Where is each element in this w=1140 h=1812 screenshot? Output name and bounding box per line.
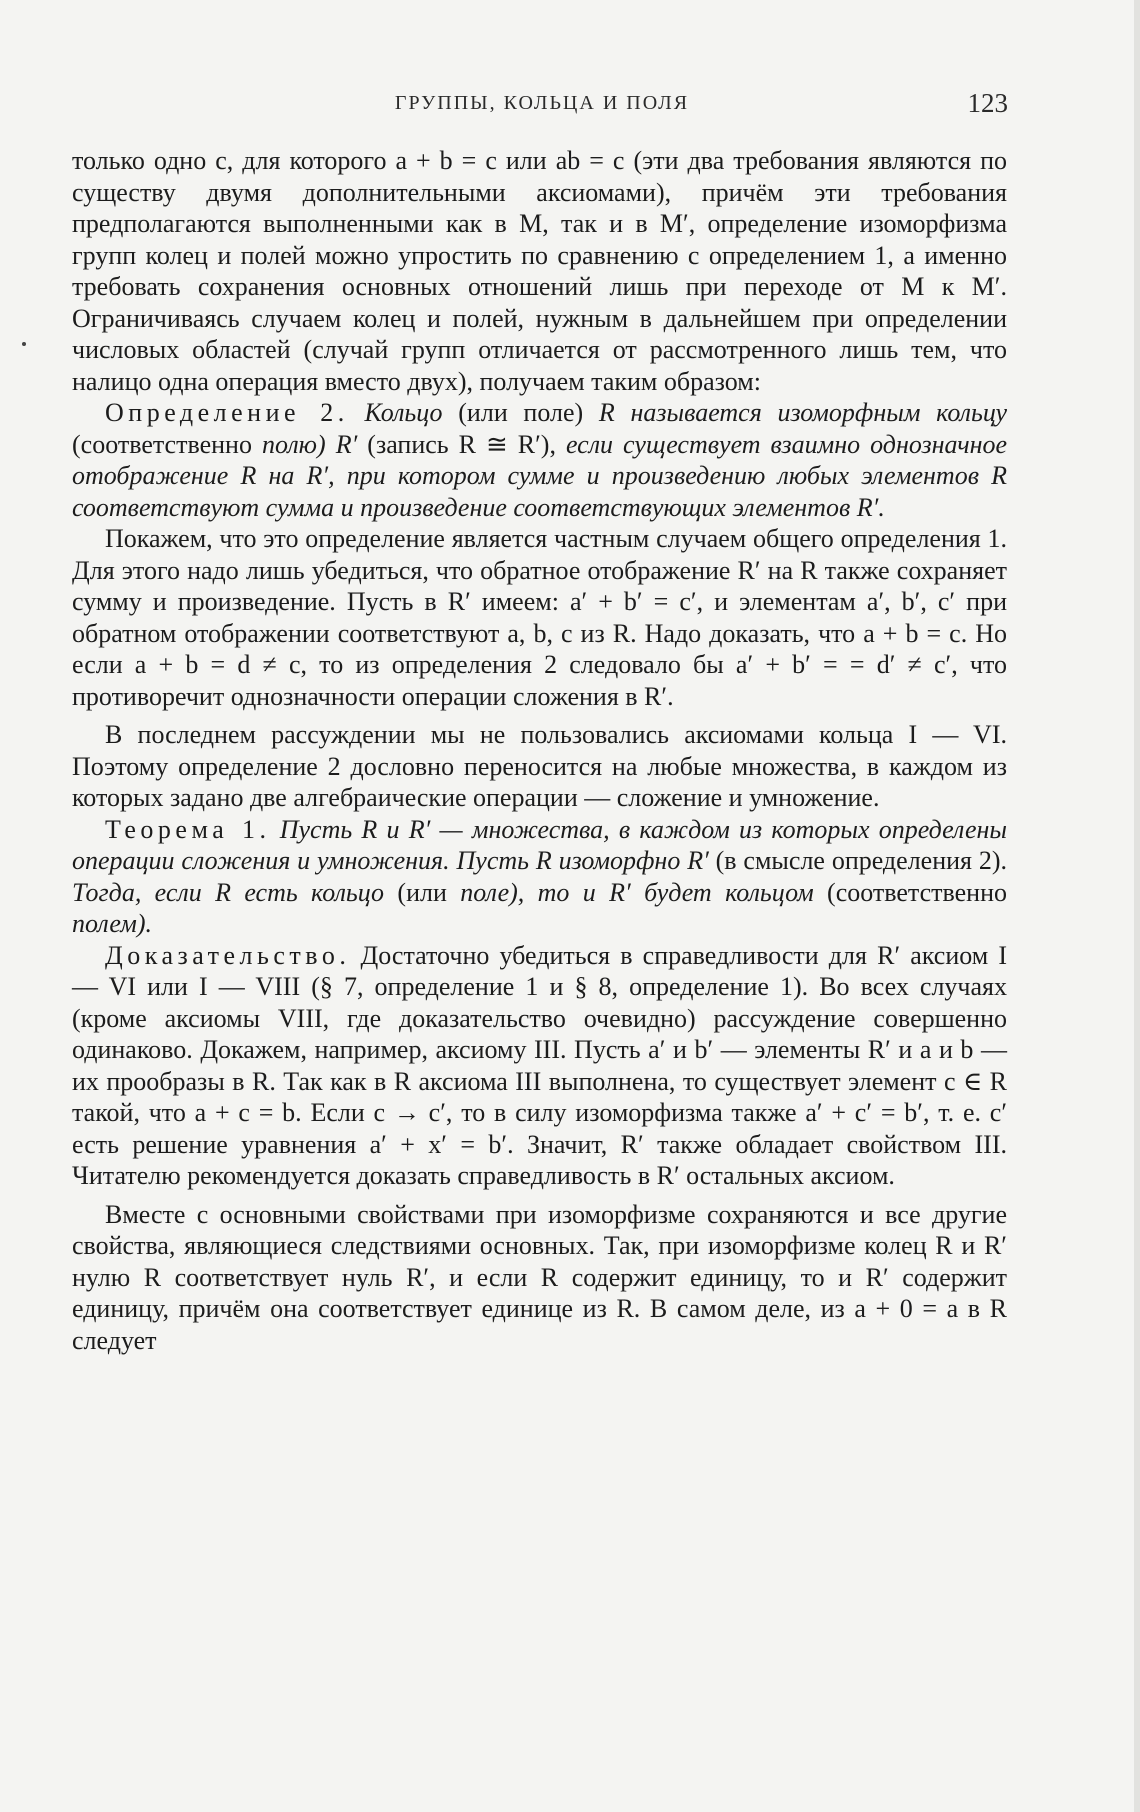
theorem-text-d: (или <box>397 877 447 907</box>
paragraph-proof-of-equivalence: Покажем, что это определение является частным случаем общего определения 1. Для этого надо лишь убедиться, что обратное отображение R′ на R также сохраняет сумму и произведение. Пусть в R′ имеем: a′ + b′ = c′, и элементам a′, b′, c′ при обратном отображении соответствуют a, b, c из R. Надо доказать, что a + b = c. Но если a + b = d ≠ c, то из определения 2 следовало бы a′ + b′ = = d′ ≠ c′, что противоречит однозначности операции сложения в R′. <box>72 524 1007 711</box>
definition-text-b: (или поле) <box>458 398 584 427</box>
paragraph-continuation: только одно c, для которого a + b = c или ab = c (эти два требования являются по существу двумя дополнительными аксиомами), причём эти требования предполагаются выполненными как в M, так и в M′, определение изоморфизма групп колец и полей можно упростить по сравнению с определением 1, а именно требовать сохранения основных отношений лишь при переходе от M к M′. Ограничиваясь случаем колец и полей, нужным в дальнейшем при определении числовых областей (случай групп отличается от рассмотренного лишь тем, что налицо одна операция вместо двух), получаем таким образом: <box>72 146 1007 396</box>
theorem-text-e: поле), <box>460 877 525 907</box>
proof-label: Доказательство. <box>105 940 351 970</box>
definition-text-f: R′ <box>335 429 358 459</box>
theorem-1 <box>72 814 1007 940</box>
paragraph-remark: В последнем рассуждении мы не пользовались аксиомами кольца I — VI. Поэтому определение 2 дословно переносится на любые множества, в каждом из которых задано две алгебраические операции — сложение и умножение. <box>72 720 1007 812</box>
definition-2 <box>72 397 1007 523</box>
theorem-text-b: (в смысле определения 2). <box>715 846 1008 875</box>
running-title: ГРУППЫ, КОЛЬЦА И ПОЛЯ <box>394 92 690 114</box>
page-edge-shadow <box>1134 0 1140 1812</box>
theorem-text-h: полем). <box>72 909 152 938</box>
definition-text-c: R называется изоморфным кольцу <box>598 398 1008 427</box>
proof <box>72 940 1007 1192</box>
running-head <box>72 88 1012 120</box>
margin-mark <box>22 342 26 346</box>
paragraph-properties: Вместе с основными свойствами при изоморфизме сохраняются и все другие свойства, являющиеся следствиями основных. Так, при изоморфизме колец R и R′ нулю R соответствует нуль R′, и если R содержит единицу, то и R′ содержит единицу, причём она соответствует единице из R. В самом деле, из a + 0 = a в R следует <box>72 1199 1007 1355</box>
theorem-text-g: (соответственно <box>827 877 1008 907</box>
theorem-text-a: Пусть R и R′ — множества, в каждом из которых определены операции сложения и умножения. Пусть R изоморфно R′ <box>72 814 1008 875</box>
page-number: 123 <box>967 88 1008 118</box>
theorem-label: Теорема 1. <box>105 814 271 844</box>
definition-text-d: (соответственно <box>72 429 252 459</box>
definition-text-g: (запись R ≅ R′), <box>367 429 556 459</box>
text-body <box>72 145 1007 1356</box>
proof-text: Достаточно убедиться в справедливости для R′ аксиом I — VI или I — VIII (§ 7, определение 1 и § 8, определение 1). Во всех случаях (кроме аксиомы VIII, где доказательство очевидно) рассуждение совершенно одинаково. Докажем, например, аксиому III. Пусть a′ и b′ — элементы R′ и a и b — их прообразы в R. Так как в R аксиома III выполнена, то существует элемент c ∈ R такой, что a + c = b. Если c → c′, то в силу изоморфизма также a′ + c′ = b′, т. е. c′ есть решение уравнения a′ + x′ = b′. Значит, R′ также обладает свойством III. Читателю рекомендуется доказать справедливость в R′ остальных аксиом. <box>72 940 1008 1190</box>
definition-label: Определение 2. <box>105 398 349 427</box>
theorem-text-c: Тогда, если R есть кольцо <box>72 877 385 907</box>
definition-text-e: полю) <box>261 429 326 459</box>
definition-text-a: Кольцо <box>364 398 443 427</box>
theorem-text-f: то и R′ будет кольцом <box>537 877 814 907</box>
definition-text-h: если существует взаимно однозначное отображение R на R′, при котором сумме и произведению любых элементов R соответствуют сумма и произведение соответствующих элементов R′. <box>72 429 1008 522</box>
